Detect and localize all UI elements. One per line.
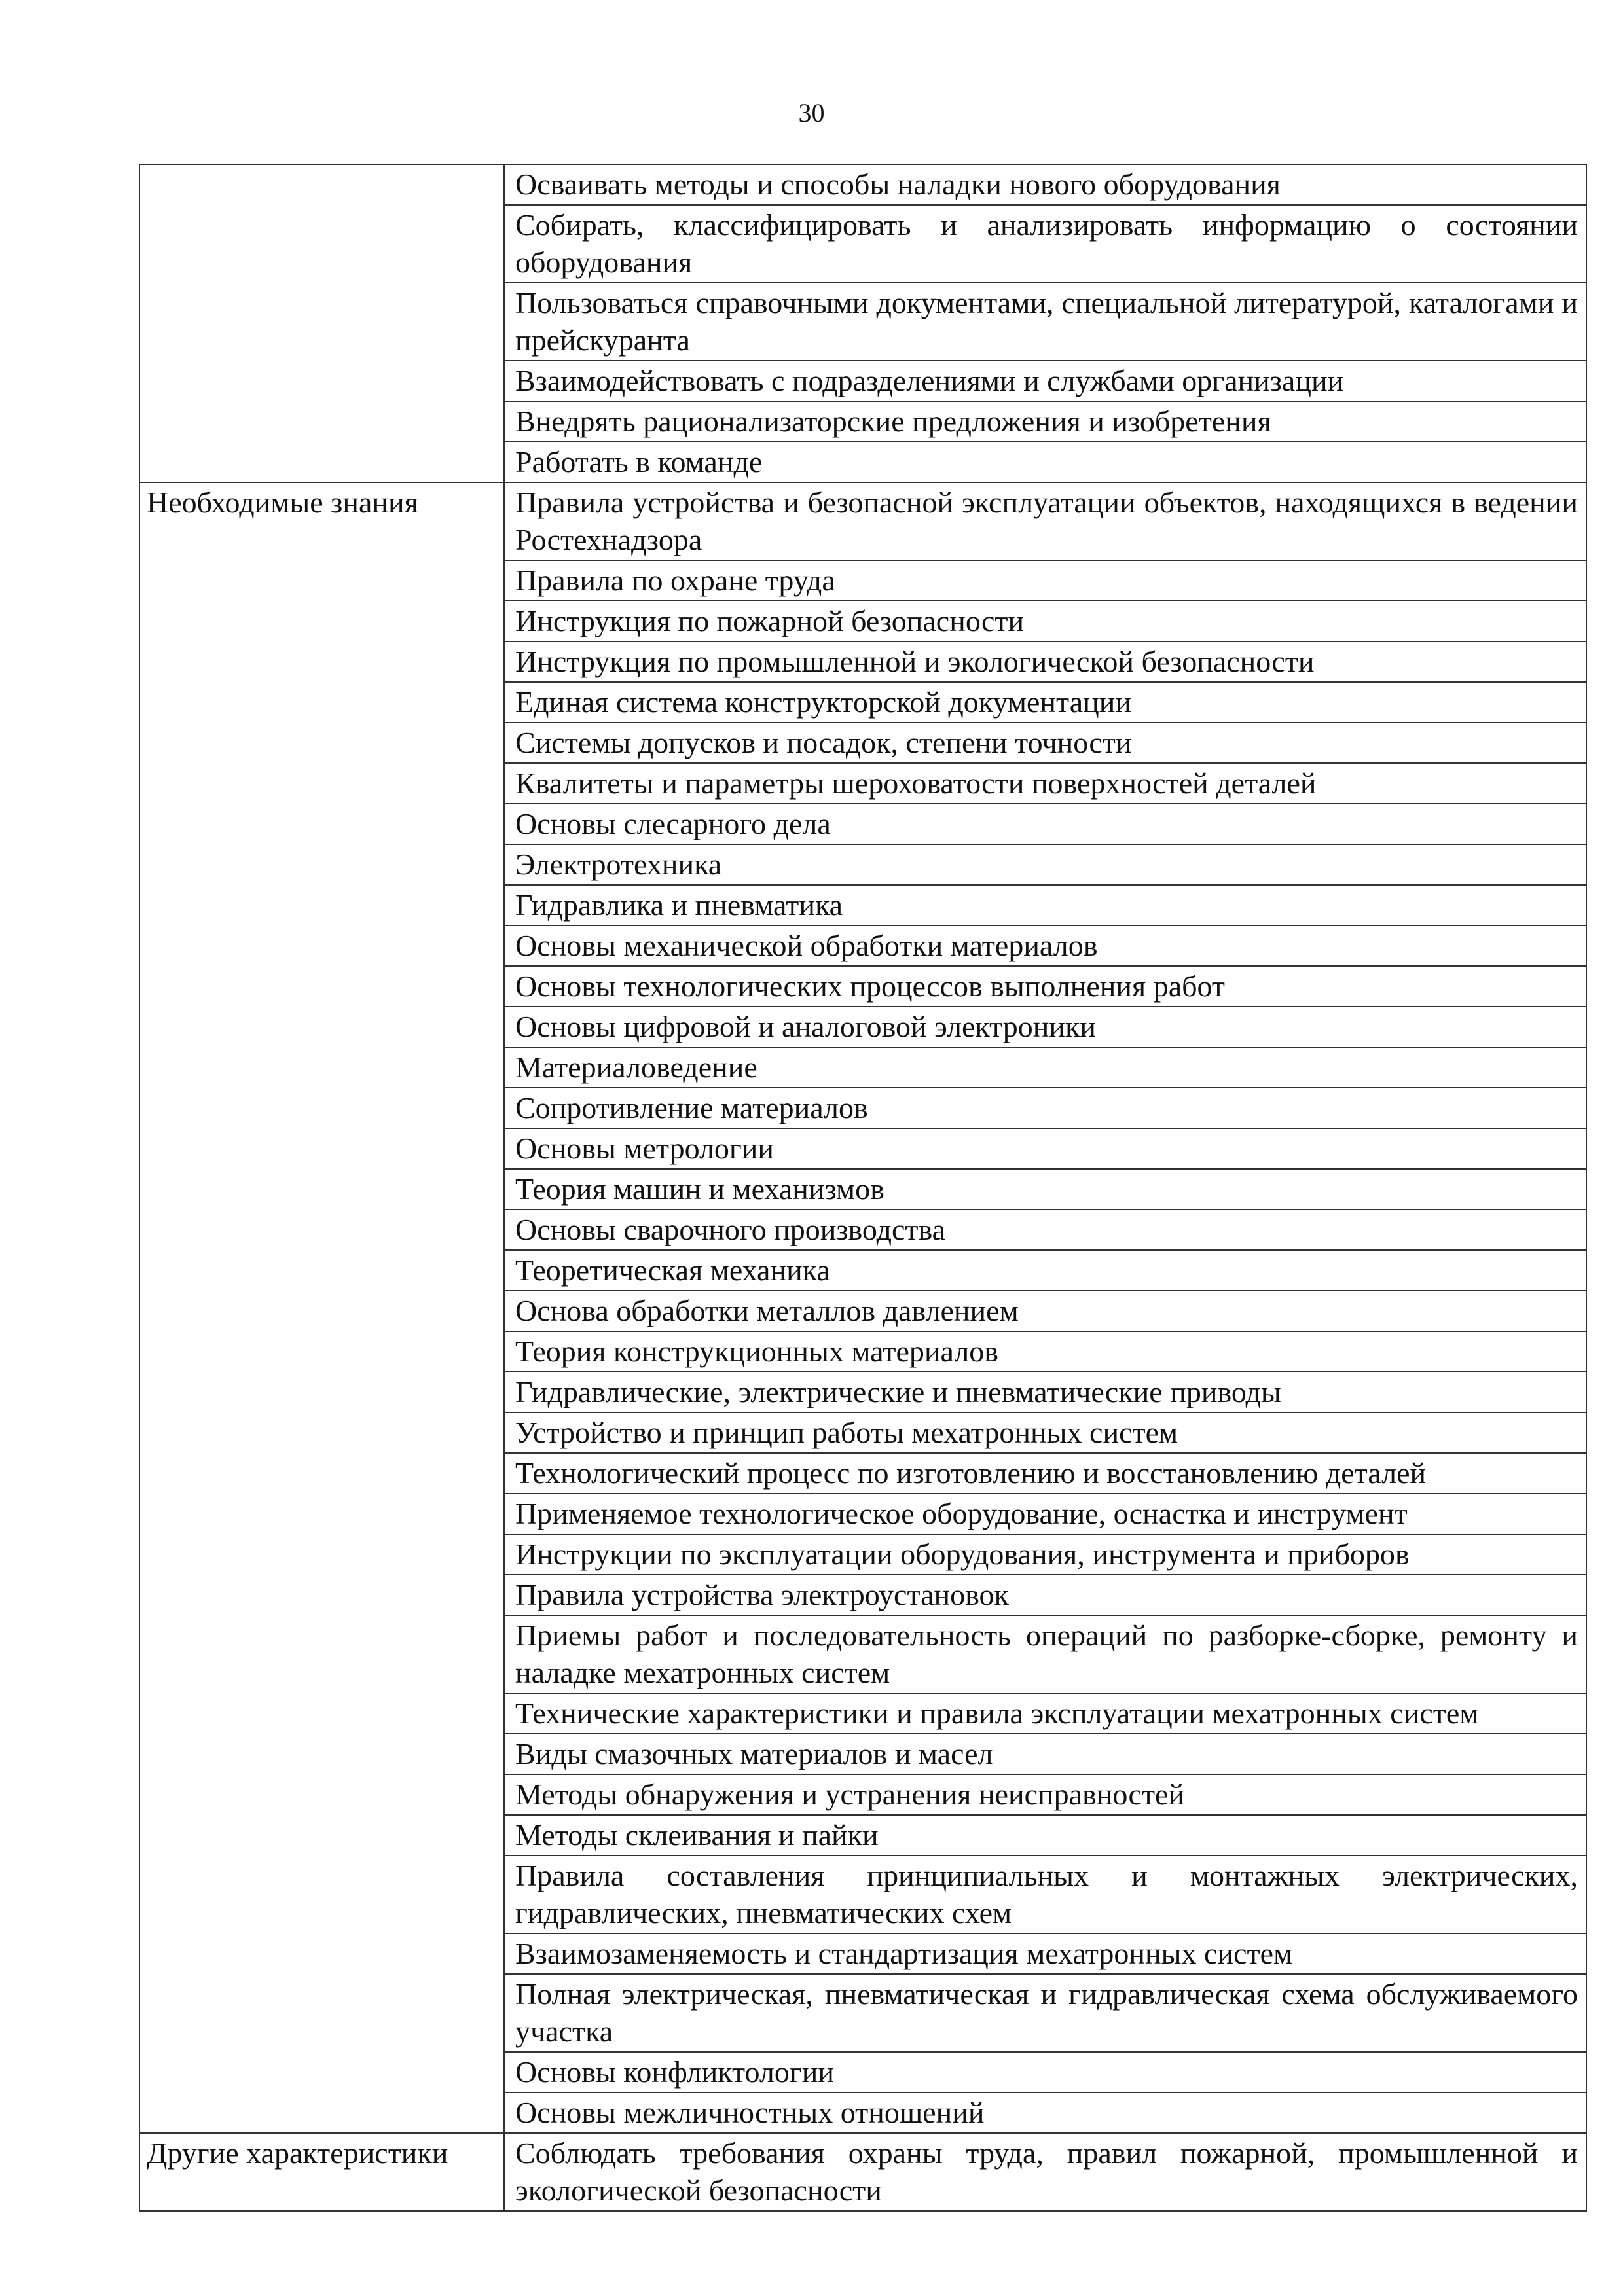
table-row: [139, 1047, 1586, 1088]
table-cell-item: Технические характеристики и правила эксплуатации мехатронных систем: [504, 1693, 1586, 1734]
requirements-table: [139, 164, 1587, 2212]
table-cell-item: Электротехника: [504, 844, 1586, 885]
table-row: [139, 763, 1586, 804]
table-row: [139, 560, 1586, 601]
section-label-continuation: [139, 2052, 504, 2092]
table-row: [139, 2092, 1586, 2133]
section-label-continuation: [139, 763, 504, 804]
table-row: [139, 1534, 1586, 1575]
table-cell-item: Применяемое технологическое оборудование, оснастка и инструмент: [504, 1494, 1586, 1534]
section-label-continuation: [139, 844, 504, 885]
table-row: [139, 164, 1586, 205]
table-row: [139, 1815, 1586, 1856]
table-row: [139, 1575, 1586, 1615]
table-row: [139, 2052, 1586, 2092]
section-label: Необходимые знания: [139, 482, 504, 560]
table-row: [139, 1615, 1586, 1693]
table-cell-item: Основы конфликтологии: [504, 2052, 1586, 2092]
section-label-continuation: [139, 401, 504, 442]
table-row: [139, 723, 1586, 763]
table-cell-item: Теория конструкционных материалов: [504, 1331, 1586, 1372]
table-row: [139, 1007, 1586, 1047]
table-cell-item: Гидравлические, электрические и пневматические приводы: [504, 1372, 1586, 1412]
table-cell-item: Квалитеты и параметры шероховатости поверхностей деталей: [504, 763, 1586, 804]
section-label-continuation: [139, 1974, 504, 2052]
table-cell-item: Основы механической обработки материалов: [504, 925, 1586, 966]
section-label-continuation: [139, 682, 504, 723]
table-row: [139, 1494, 1586, 1534]
table-cell-item: Пользоваться справочными документами, специальной литературой, каталогами и прейскуранта: [504, 283, 1586, 361]
table-cell-item: Правила устройства электроустановок: [504, 1575, 1586, 1615]
table-row: [139, 1933, 1586, 1974]
table-row: [139, 1210, 1586, 1250]
section-label-continuation: [139, 885, 504, 925]
table-row: [139, 401, 1586, 442]
table-row: [139, 885, 1586, 925]
table-cell-item: Основы межличностных отношений: [504, 2092, 1586, 2133]
section-label-continuation: [139, 1856, 504, 1933]
table-cell-item: Полная электрическая, пневматическая и гидравлическая схема обслуживаемого участка: [504, 1974, 1586, 2052]
table-row: [139, 844, 1586, 885]
table-cell-item: Инструкция по пожарной безопасности: [504, 601, 1586, 641]
table-cell-item: Единая система конструкторской документации: [504, 682, 1586, 723]
table-cell-item: Сопротивление материалов: [504, 1088, 1586, 1128]
table-cell-item: Основы слесарного дела: [504, 804, 1586, 844]
table-cell-item: Основы цифровой и аналоговой электроники: [504, 1007, 1586, 1047]
table-cell-item: Собирать, классифицировать и анализировать информацию о состоянии оборудования: [504, 205, 1586, 283]
table-row: [139, 804, 1586, 844]
table-row: [139, 482, 1586, 560]
section-label-continuation: [139, 1734, 504, 1774]
table-cell-item: Системы допусков и посадок, степени точности: [504, 723, 1586, 763]
section-label-continuation: [139, 1693, 504, 1734]
table-cell-item: Основа обработки металлов давлением: [504, 1291, 1586, 1331]
section-label: [139, 164, 504, 205]
section-label-continuation: [139, 1615, 504, 1693]
table-cell-item: Правила составления принципиальных и монтажных электрических, гидравлических, пневматических схем: [504, 1856, 1586, 1933]
section-label-continuation: [139, 925, 504, 966]
table-row: [139, 1774, 1586, 1815]
section-label-continuation: [139, 1291, 504, 1331]
section-label-continuation: [139, 1210, 504, 1250]
section-label-continuation: [139, 283, 504, 361]
table-row: [139, 283, 1586, 361]
table-row: [139, 442, 1586, 482]
section-label-continuation: [139, 601, 504, 641]
table-row: [139, 1250, 1586, 1291]
section-label-continuation: [139, 1047, 504, 1088]
section-label-continuation: [139, 1774, 504, 1815]
table-cell-item: Инструкции по эксплуатации оборудования, инструмента и приборов: [504, 1534, 1586, 1575]
table-cell-item: Технологический процесс по изготовлению и восстановлению деталей: [504, 1453, 1586, 1494]
section-label: Другие характеристики: [139, 2133, 504, 2211]
table-cell-item: Теория машин и механизмов: [504, 1169, 1586, 1210]
table-cell-item: Приемы работ и последовательность операций по разборке-сборке, ремонту и наладке мехатронных систем: [504, 1615, 1586, 1693]
page-number: 30: [798, 98, 825, 128]
table-row: [139, 1412, 1586, 1453]
table-cell-item: Основы сварочного производства: [504, 1210, 1586, 1250]
table-cell-item: Основы технологических процессов выполнения работ: [504, 966, 1586, 1007]
section-label-continuation: [139, 1534, 504, 1575]
table-cell-item: Гидравлика и пневматика: [504, 885, 1586, 925]
table-row: [139, 205, 1586, 283]
table-cell-item: Взаимозаменяемость и стандартизация мехатронных систем: [504, 1933, 1586, 1974]
section-label-continuation: [139, 1372, 504, 1412]
table-cell-item: Соблюдать требования охраны труда, правил пожарной, промышленной и экологической безопасности: [504, 2133, 1586, 2211]
table-cell-item: Правила по охране труда: [504, 560, 1586, 601]
table-cell-item: Теоретическая механика: [504, 1250, 1586, 1291]
table-cell-item: Осваивать методы и способы наладки нового оборудования: [504, 164, 1586, 205]
table-cell-item: Внедрять рационализаторские предложения и изобретения: [504, 401, 1586, 442]
table-row: [139, 682, 1586, 723]
section-label-continuation: [139, 1007, 504, 1047]
section-label-continuation: [139, 1933, 504, 1974]
table-cell-item: Правила устройства и безопасной эксплуатации объектов, находящихся в ведении Ростехнадзора: [504, 482, 1586, 560]
section-label-continuation: [139, 641, 504, 682]
table-cell-item: Устройство и принцип работы мехатронных систем: [504, 1412, 1586, 1453]
section-label-continuation: [139, 1088, 504, 1128]
table-row: [139, 925, 1586, 966]
table-cell-item: Основы метрологии: [504, 1128, 1586, 1169]
table-cell-item: Инструкция по промышленной и экологической безопасности: [504, 641, 1586, 682]
table-row: [139, 1693, 1586, 1734]
section-label-continuation: [139, 1250, 504, 1291]
section-label-continuation: [139, 1815, 504, 1856]
table-cell-item: Взаимодействовать с подразделениями и службами организации: [504, 361, 1586, 401]
section-label-continuation: [139, 723, 504, 763]
table-cell-item: Материаловедение: [504, 1047, 1586, 1088]
section-label-continuation: [139, 1453, 504, 1494]
section-label-continuation: [139, 966, 504, 1007]
table-row: [139, 1974, 1586, 2052]
table-row: [139, 966, 1586, 1007]
table-cell-item: Работать в команде: [504, 442, 1586, 482]
table-row: [139, 1169, 1586, 1210]
table-row: [139, 1856, 1586, 1933]
table-cell-item: Методы обнаружения и устранения неисправностей: [504, 1774, 1586, 1815]
table-row: [139, 2133, 1586, 2211]
table-row: [139, 1734, 1586, 1774]
section-label-continuation: [139, 205, 504, 283]
section-label-continuation: [139, 1494, 504, 1534]
table-cell-item: Методы склеивания и пайки: [504, 1815, 1586, 1856]
table-cell-item: Виды смазочных материалов и масел: [504, 1734, 1586, 1774]
section-label-continuation: [139, 2092, 504, 2133]
table-row: [139, 1453, 1586, 1494]
section-label-continuation: [139, 442, 504, 482]
table-row: [139, 1291, 1586, 1331]
section-label-continuation: [139, 1169, 504, 1210]
table-row: [139, 601, 1586, 641]
table-row: [139, 1088, 1586, 1128]
section-label-continuation: [139, 361, 504, 401]
section-label-continuation: [139, 1412, 504, 1453]
section-label-continuation: [139, 1575, 504, 1615]
section-label-continuation: [139, 560, 504, 601]
section-label-continuation: [139, 804, 504, 844]
table-row: [139, 1331, 1586, 1372]
requirements-table-body: [139, 164, 1586, 2211]
section-label-continuation: [139, 1331, 504, 1372]
section-label-continuation: [139, 1128, 504, 1169]
table-row: [139, 361, 1586, 401]
table-row: [139, 1372, 1586, 1412]
table-row: [139, 641, 1586, 682]
table-row: [139, 1128, 1586, 1169]
